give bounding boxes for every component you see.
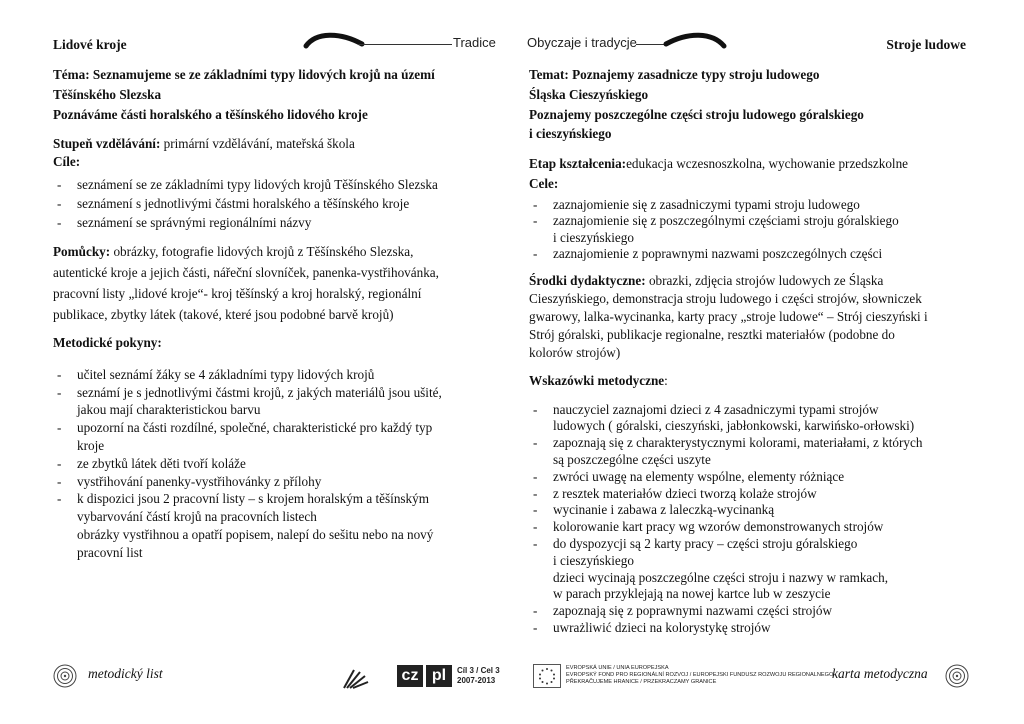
right-method-label: Wskazówki metodyczne [529,372,665,388]
left-aids-line: publikace, zbytky látek (takové, které jsou podobné barvě krojů) [53,306,394,322]
logo-pl: pl [426,665,452,687]
right-aids [529,272,984,362]
right-topic-line: i cieszyńskiego [529,126,612,142]
header-right-title: Stroje ludowe [886,37,966,52]
list-item: - upozorní na části rozdílné, společné, charakteristické pro každý typ kroje [53,419,493,455]
banner-line-left [358,44,452,45]
right-method-heading: Wskazówki metodyczne: [529,372,668,388]
left-aids [53,241,493,325]
footer-right-label: karta metodyczna [832,666,928,681]
fan-logo-icon [340,664,370,690]
banner-obyczaje: Obyczaje i tradycje [527,35,637,50]
right-aids-line: Cieszyńskiego, demonstracja stroju ludowego i części strojów, słowniczek [529,290,922,306]
left-aids-line: obrázky, fotografie lidových krojů z Těšínského Slezska, [110,243,414,259]
left-swoosh-ornament [300,28,370,52]
right-aids-line: obrazki, zdjęcia strojów ludowych ze Śląska [645,272,884,288]
left-column [53,66,493,562]
right-topic-line: Temat: Poznajemy zasadnicze typy stroju ludowego [529,67,820,82]
left-level-label: Stupeň vzdělávání: [53,136,161,152]
logo-cz: cz [397,665,423,687]
eu-stars-icon [534,665,560,687]
spiral-icon [52,663,78,689]
list-item: - do dyspozycji są 2 karty pracy – części stroju góralskiego i cieszyńskiego dzieci wycinają poszczególne części stroju i nazwy w ramkach, w parach przyklejają na nowej kartce lub w zeszycie [529,536,984,603]
left-level [53,135,493,153]
right-goals-list [529,197,984,263]
eu-funding-text: EVROPSKÁ UNIE / UNIA EUROPEJSKA EVROPSKÝ FOND PRO REGIONÁLNÍ ROZVOJ / EUROPEJSKI FUNDUSZ ROZWOJU REGIONALNEGO PŘEKRAČUJEME HRANICE / PRZEKRACZAMY GRANICE [566,665,834,685]
footer-left-label: metodický list [88,666,163,681]
banner-tradice: Tradice [453,35,496,50]
spiral-icon [944,663,970,689]
left-aids-line: autentické kroje a jejich části, nářeční slovníček, panenka-vystřihovánka, [53,264,439,280]
right-column [529,66,984,637]
list-item: - z resztek materiałów dzieci tworzą kolaże strojów [529,486,984,503]
right-aids-line: gwarowy, lalka-wycinanka, karty pracy „stroje ludowe“ – Strój cieszyński i [529,308,928,324]
list-item: - seznámí je s jednotlivými částmi krojů, z jakých materiálů jsou ušité, jakou mají charakteristickou barvu [53,384,493,420]
list-item: - zaznajomienie się z poszczególnymi częściami stroju góralskiego i cieszyńskiego [529,213,984,246]
eu-flag-icon [533,664,561,688]
right-aids-line: Strój góralski, publikacje regionalne, resztki materiałów (podobne do [529,326,895,342]
list-item: - ze zbytků látek děti tvoří koláže [53,455,493,473]
right-level [529,155,984,173]
left-topic-line: Těšínského Slezska [53,86,162,102]
list-item: - seznámení se ze základními typy lidových krojů Těšínského Slezska [53,175,493,194]
left-aids-label: Pomůcky: [53,243,111,259]
right-topic-line: Poznajemy poszczególne części stroju ludowego góralskiego [529,106,864,122]
list-item: - seznámení s jednotlivými částmi horalského a těšínského kroje [53,194,493,213]
right-aids-line: kolorów strojów) [529,344,621,360]
right-level-label: Etap kształcenia: [529,156,627,172]
program-logo-text: Cíl 3 / Cel 3 2007-2013 [457,666,500,685]
header-left-title: Lidové kroje [53,37,127,52]
right-goals-label: Cele: [529,175,559,191]
list-item: - wycinanie i zabawa z laleczką-wycinanką [529,502,984,519]
right-topic-line: Śląska Cieszyńskiego [529,86,649,102]
left-method-list [53,366,493,562]
list-item: - seznámení se správnými regionálními názvy [53,213,493,232]
right-aids-label: Środki dydaktyczne: [529,272,646,288]
left-method-label: Metodické pokyny: [53,334,162,350]
list-item: - zapoznają się z poprawnymi nazwami części strojów [529,603,984,620]
left-topic-line: Poznáváme části horalského a těšínského lidového kroje [53,106,368,122]
right-level-value: edukacja wczesnoszkolna, wychowanie przedszkolne [626,156,909,172]
list-item: - zaznajomienie z poprawnymi nazwami poszczególnych części [529,246,984,263]
left-goals-label: Cíle: [53,154,81,170]
list-item: - zaznajomienie się z zasadniczymi typami stroju ludowego [529,197,984,214]
left-aids-line: pracovní listy „lidové kroje“- kroj těšínský a kroj horalský, regionální [53,285,422,301]
list-item: - vystřihování panenky-vystřihovánky z přílohy [53,473,493,491]
list-item: - uwrażliwić dzieci na kolorystykę strojów [529,620,984,637]
list-item: - učitel seznámí žáky se 4 základními typy lidových krojů [53,366,493,384]
list-item: - k dispozici jsou 2 pracovní listy – s krojem horalským a těšínským vybarvování částí krojů na pracovních listech obrázky vystřihnou a opatří popisem, nalepí do sešitu nebo na nový pracovní list [53,490,493,561]
list-item: - zapoznają się z charakterystycznymi kolorami, materiałami, z których są poszczególne części uszyte [529,435,984,469]
list-item: - nauczyciel zaznajomi dzieci z 4 zasadniczymi typami strojów ludowych ( góralski, cieszyński, jabłonkowski, karwińsko-orłowski) [529,402,984,436]
right-method-list [529,402,984,637]
left-goals-list [53,175,493,232]
left-topic-line: Téma: Seznamujeme se ze základními typy lidových krojů na území [53,67,435,82]
list-item: - zwróci uwagę na elementy wspólne, elementy różniące [529,469,984,486]
list-item: - kolorowanie kart pracy wg wzorów demonstrowanych strojów [529,519,984,536]
left-level-value: primární vzdělávání, mateřská škola [160,136,355,152]
right-swoosh-ornament [660,28,730,52]
